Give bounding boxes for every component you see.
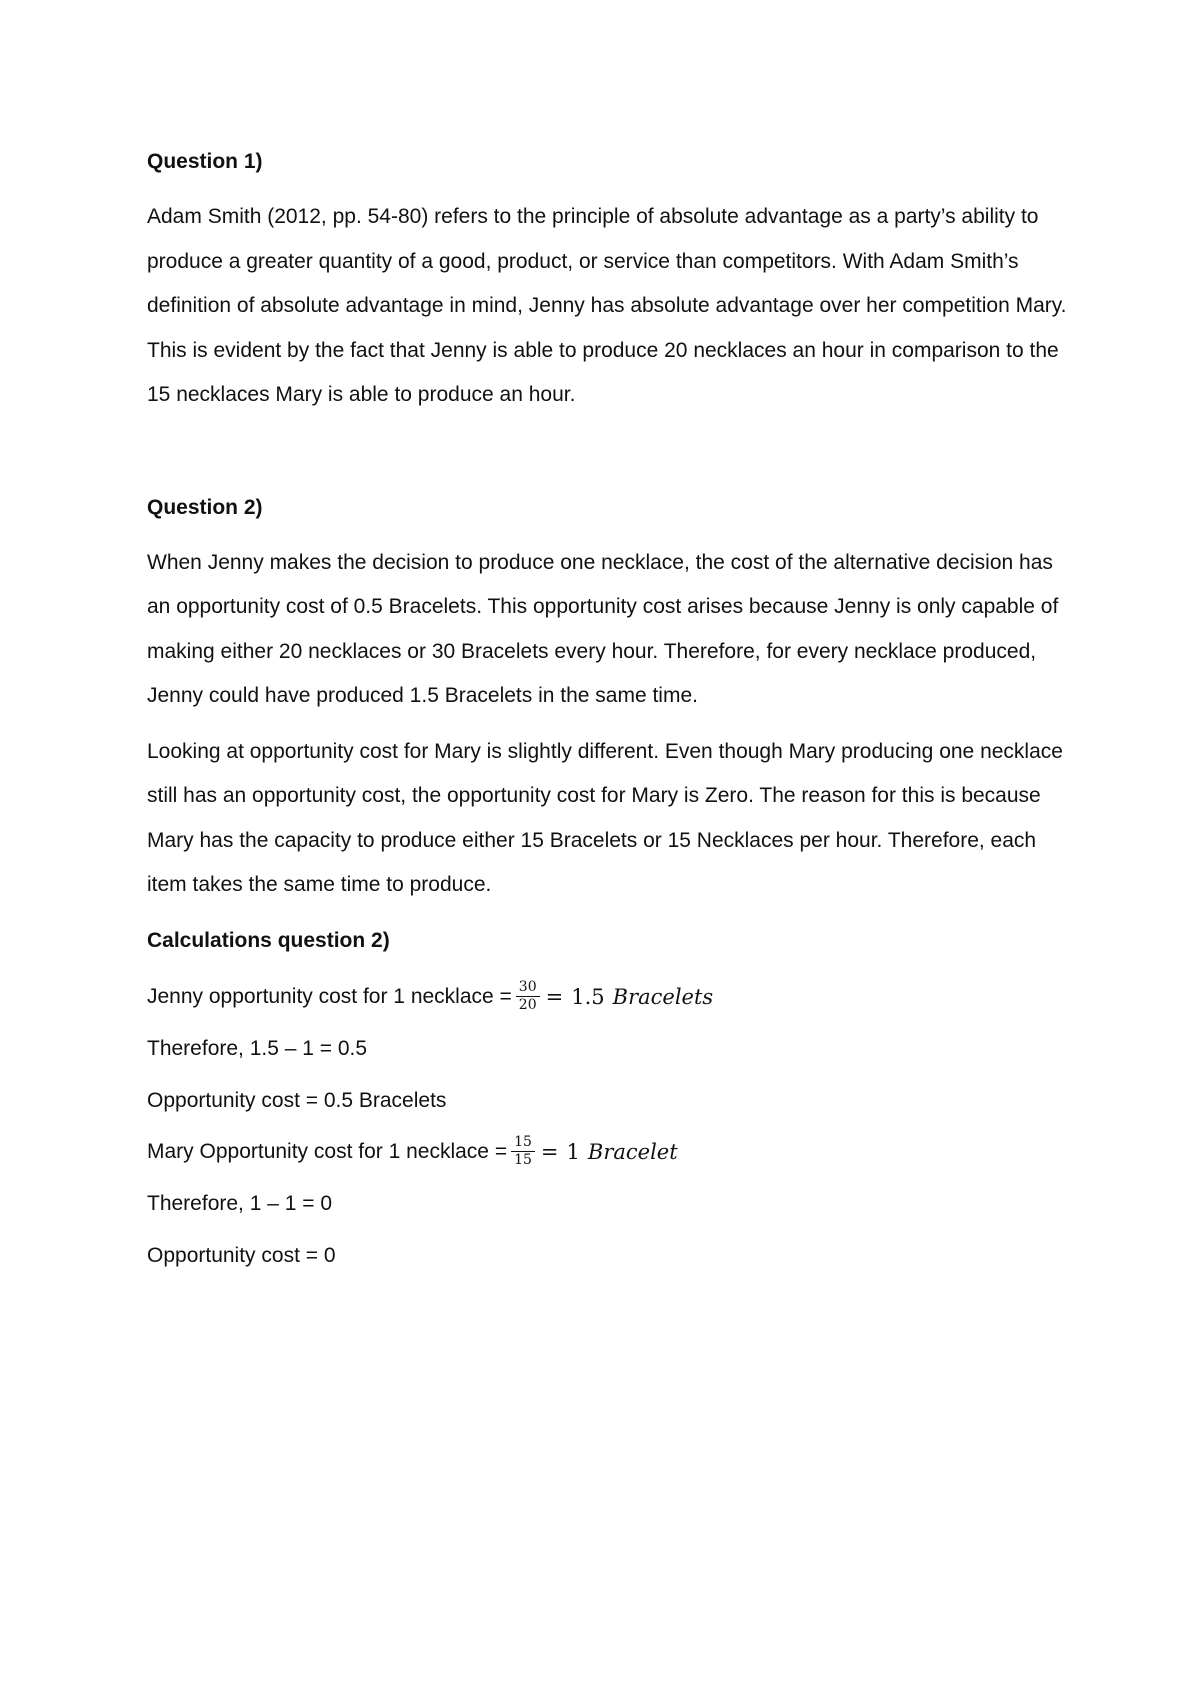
- jenny-fraction-denominator: 20: [518, 997, 537, 1013]
- jenny-result-value: 1.5: [571, 984, 605, 1009]
- mary-result-value: 1: [566, 1139, 580, 1164]
- jenny-result-unit: Bracelets: [612, 984, 714, 1009]
- jenny-fraction-numerator: 30: [516, 979, 540, 997]
- jenny-calculation: [147, 977, 1077, 1017]
- question-1-heading: Question 1): [147, 150, 263, 173]
- jenny-therefore: Therefore, 1.5 – 1 = 0.5: [147, 1036, 368, 1060]
- question-2-paragraph-jenny: When Jenny makes the decision to produce one necklace, the cost of the alternative decision has an opportunity cost of 0.5 Bracelets. This opportunity cost arises because Jenny is only capable of making either 20 necklaces or 30 Bracelets every hour. Therefore, for every necklace produced, Jenny could have produced 1.5 Bracelets in the same time.: [147, 550, 1059, 707]
- calculations-heading: Calculations question 2): [147, 928, 390, 952]
- jenny-calc-label: Jenny opportunity cost for 1 necklace =: [147, 984, 512, 1008]
- mary-result-unit: Bracelet: [587, 1139, 678, 1164]
- mary-therefore: Therefore, 1 – 1 = 0: [147, 1191, 333, 1215]
- mary-fraction-numerator: 15: [511, 1134, 535, 1152]
- mary-fraction-denominator: 15: [514, 1152, 532, 1168]
- mary-opportunity-cost: Opportunity cost = 0: [147, 1243, 336, 1267]
- question-1-paragraph: Adam Smith (2012, pp. 54-80) refers to the principle of absolute advantage as a party’s ability to produce a greater quantity of a good, product, or service than competitors. With Adam Smith’s definition of absolute advantage in mind, Jenny has absolute advantage over her competition Mary. This is evident by the fact that Jenny is able to produce 20 necklaces an hour in comparison to the 15 necklaces Mary is able to produce an hour.: [147, 205, 1067, 406]
- question-2-paragraph-mary: Looking at opportunity cost for Mary is slightly different. Even though Mary producing one necklace still has an opportunity cost, the opportunity cost for Mary is Zero. The reason for this is because Mary has the capacity to produce either 15 Bracelets or 15 Necklaces per hour. Therefore, each item takes the same time to produce.: [147, 739, 1063, 896]
- jenny-equals-sign: =: [545, 984, 564, 1009]
- mary-calculation: [147, 1132, 1077, 1172]
- jenny-opportunity-cost: Opportunity cost = 0.5 Bracelets: [147, 1088, 447, 1112]
- mary-calc-label: Mary Opportunity cost for 1 necklace =: [147, 1139, 508, 1163]
- document-content: [147, 140, 1077, 1271]
- question-2-heading: Question 2): [147, 495, 263, 519]
- jenny-fraction: [516, 979, 540, 1014]
- mary-fraction: [511, 1134, 535, 1169]
- mary-equals-sign: =: [540, 1139, 559, 1164]
